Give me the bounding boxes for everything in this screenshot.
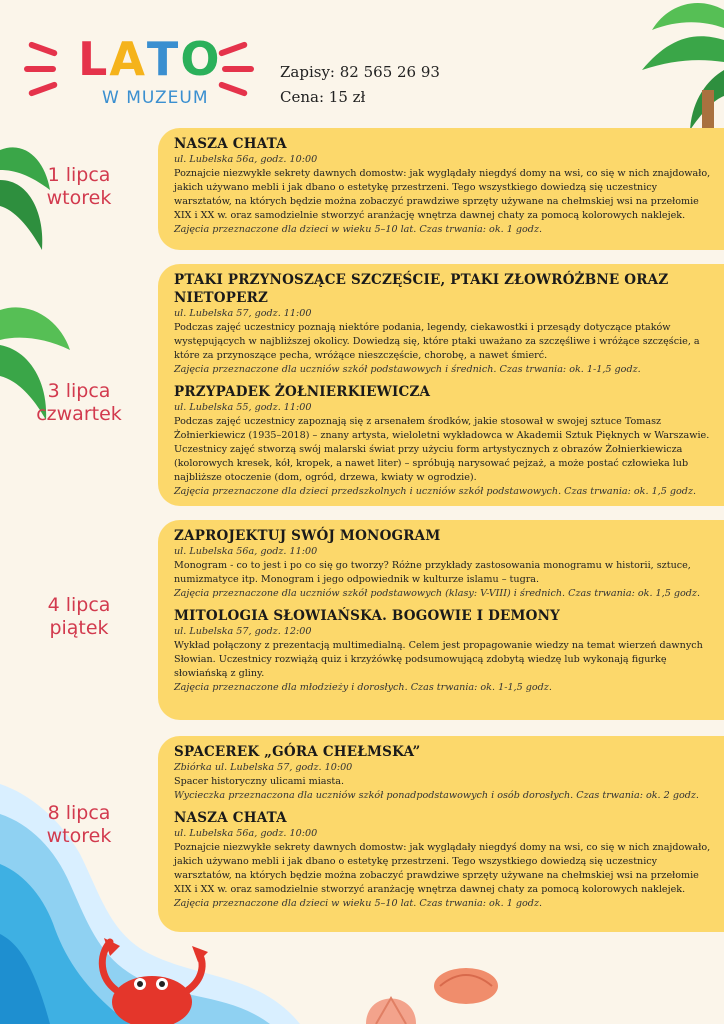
palm-leaves-top-right bbox=[612, 0, 724, 132]
event-location: ul. Lubelska 55, godz. 11:00 bbox=[174, 402, 312, 413]
event-title: PTAKI PRZYNOSZĄCE SZCZĘŚCIE, PTAKI ZŁOWRÓŻBNE ORAZ NIETOPERZ bbox=[174, 272, 669, 306]
logo-ray bbox=[218, 41, 248, 57]
day: 1 lipca bbox=[47, 164, 111, 186]
logo-ray bbox=[24, 66, 56, 72]
logo-ray bbox=[28, 81, 58, 97]
header-info bbox=[280, 60, 440, 110]
event-location: ul. Lubelska 57, godz. 12:00 bbox=[174, 626, 312, 637]
event-description: Monogram - co to jest i po co się go tworzy? Różne przykłady zastosowania monogramu w historii, sztuce, numizmatyce itp. Monogram i jego odpowiednik w kulturze islamu – tugra. bbox=[174, 560, 691, 585]
event-note: Zajęcia przeznaczone dla dzieci w wieku 5–10 lat. Czas trwania: ok. 1 godz. bbox=[174, 224, 543, 235]
event-location: ul. Lubelska 56a, godz. 11:00 bbox=[174, 546, 318, 557]
event bbox=[174, 809, 714, 911]
day-card bbox=[158, 264, 724, 506]
event-location: Zbiórka ul. Lubelska 57, godz. 10:00 bbox=[174, 762, 353, 773]
event-description: Podczas zajęć uczestnicy zapoznają się z arsenałem środków, jakie stosował w swojej sztuce Tomasz Żołnierkiewicz (1935–2018) – znany artysta, wieloletni wykładowca w Akademii Sztuk Pięknych w Warszawie. Uczestnicy zajęć stworzą swój malarski świat przy użyciu form artystycznych z obrazów Żołnierkiewicza (kolorowych kresek, kół, kropek, a nawet liter) – spróbują narysować pejzaż, a może postać człowieka lub najbliższe otoczenie (dom, ogród, drzewa, kwiaty w ogrodzie). bbox=[174, 416, 710, 483]
event-title: PRZYPADEK ŻOŁNIERKIEWICZA bbox=[174, 384, 431, 400]
day: 4 lipca bbox=[47, 594, 111, 616]
logo-title bbox=[78, 32, 221, 86]
event-title: NASZA CHATA bbox=[174, 136, 287, 152]
day-card bbox=[158, 736, 724, 932]
logo-letter: A bbox=[109, 32, 147, 86]
logo-ray bbox=[218, 81, 248, 97]
date-label bbox=[0, 802, 158, 848]
event-description: Spacer historyczny ulicami miasta. bbox=[174, 776, 345, 787]
event-description: Wykład połączony z prezentacją multimedialną. Celem jest propagowanie wiedzy na temat wierzeń dawnych Słowian. Uczestnicy rozwiążą quiz i krzyżówkę podsumowującą zdobytą wiedzę lub wykonają figurkę słowiańską z gliny. bbox=[174, 640, 703, 679]
event-description: Poznajcie niezwykłe sekrety dawnych domostw: jak wyglądały niegdyś domy na wsi, co się w nich znajdowało, jakich używano mebli i jak dbano o estetykę przestrzeni. Tego wszystkiego dowiedzą się uczestnicy warsztatów, na których będzie można zobaczyć prawdziwe sprzęty używane na chełmskiej wsi na przełomie XIX i XX w. oraz samodzielnie stworzyć aranżację wnętrza dawnej chaty za pomocą kolorowych naklejek. bbox=[174, 168, 711, 221]
registration-phone: Zapisy: 82 565 26 93 bbox=[280, 63, 440, 81]
crab-illustration bbox=[80, 928, 220, 1024]
day: 8 lipca bbox=[47, 802, 111, 824]
event bbox=[174, 743, 714, 803]
logo-letter: T bbox=[146, 32, 181, 86]
event-note: Zajęcia przeznaczone dla uczniów szkół podstawowych i średnich. Czas trwania: ok. 1-1,5 godz. bbox=[174, 364, 641, 375]
logo-ray bbox=[28, 41, 58, 57]
event-title: SPACEREK „GÓRA CHEŁMSKA” bbox=[174, 744, 421, 760]
event-title: NASZA CHATA bbox=[174, 810, 287, 826]
logo-ray bbox=[222, 66, 254, 72]
date-label bbox=[0, 164, 158, 210]
weekday: czwartek bbox=[36, 403, 122, 425]
day-card bbox=[158, 520, 724, 720]
event-description: Poznajcie niezwykłe sekrety dawnych domostw: jak wyglądały niegdyś domy na wsi, co się w nich znajdowało, jakich używano mebli i jak dbano o estetykę przestrzeni. Tego wszystkiego dowiedzą się uczestnicy warsztatów, na których będzie można zobaczyć prawdziwe sprzęty używane na chełmskiej wsi na przełomie XIX i XX w. oraz samodzielnie stworzyć aranżację wnętrza dawnej chaty za pomocą kolorowych naklejek. bbox=[174, 842, 711, 895]
event-title: MITOLOGIA SŁOWIAŃSKA. BOGOWIE I DEMONY bbox=[174, 608, 560, 624]
event-note: Zajęcia przeznaczone dla uczniów szkół podstawowych (klasy: V-VIII) i średnich. Czas trwania: ok. 1,5 godz. bbox=[174, 588, 701, 599]
logo-letter: L bbox=[78, 32, 110, 86]
weekday: piątek bbox=[49, 617, 109, 639]
event-location: ul. Lubelska 56a, godz. 10:00 bbox=[174, 154, 318, 165]
weekday: wtorek bbox=[46, 187, 112, 209]
logo-letter: O bbox=[180, 32, 222, 86]
price: Cena: 15 zł bbox=[280, 88, 366, 106]
shell-illustration bbox=[356, 960, 506, 1024]
event-note: Zajęcia przeznaczone dla dzieci w wieku 5–10 lat. Czas trwania: ok. 1 godz. bbox=[174, 898, 543, 909]
weekday: wtorek bbox=[46, 825, 112, 847]
logo-subtitle: W MUZEUM bbox=[102, 88, 209, 108]
event-location: ul. Lubelska 56a, godz. 10:00 bbox=[174, 828, 318, 839]
date-label bbox=[0, 594, 158, 640]
date-label bbox=[0, 380, 158, 426]
event-title: ZAPROJEKTUJ SWÓJ MONOGRAM bbox=[174, 528, 441, 544]
event-note: Zajęcia przeznaczone dla dzieci przedszkolnych i uczniów szkół podstawowych. Czas trwania: ok. 1,5 godz. bbox=[174, 486, 697, 497]
day: 3 lipca bbox=[47, 380, 111, 402]
lato-w-muzeum-logo bbox=[22, 28, 258, 118]
event bbox=[174, 135, 714, 237]
event-location: ul. Lubelska 57, godz. 11:00 bbox=[174, 308, 312, 319]
event bbox=[174, 527, 714, 601]
event bbox=[174, 271, 714, 377]
event-description: Podczas zajęć uczestnicy poznają niektóre podania, legendy, ciekawostki i przesądy dotyczące ptaków występujących w najbliższej okolicy. Dowiedzą się, które ptaki uważano za szczęśliwe i wróżące szczęście, a które za przynoszące pecha, wróżące nieszczęście, chorobę, a nawet śmierć. bbox=[174, 322, 700, 361]
event-note: Zajęcia przeznaczone dla młodzieży i dorosłych. Czas trwania: ok. 1-1,5 godz. bbox=[174, 682, 552, 693]
event bbox=[174, 607, 714, 695]
day-card bbox=[158, 128, 724, 250]
event-note: Wycieczka przeznaczona dla uczniów szkół ponadpodstawowych i osób dorosłych. Czas trwania: ok. 2 godz. bbox=[174, 790, 699, 801]
event bbox=[174, 383, 714, 499]
